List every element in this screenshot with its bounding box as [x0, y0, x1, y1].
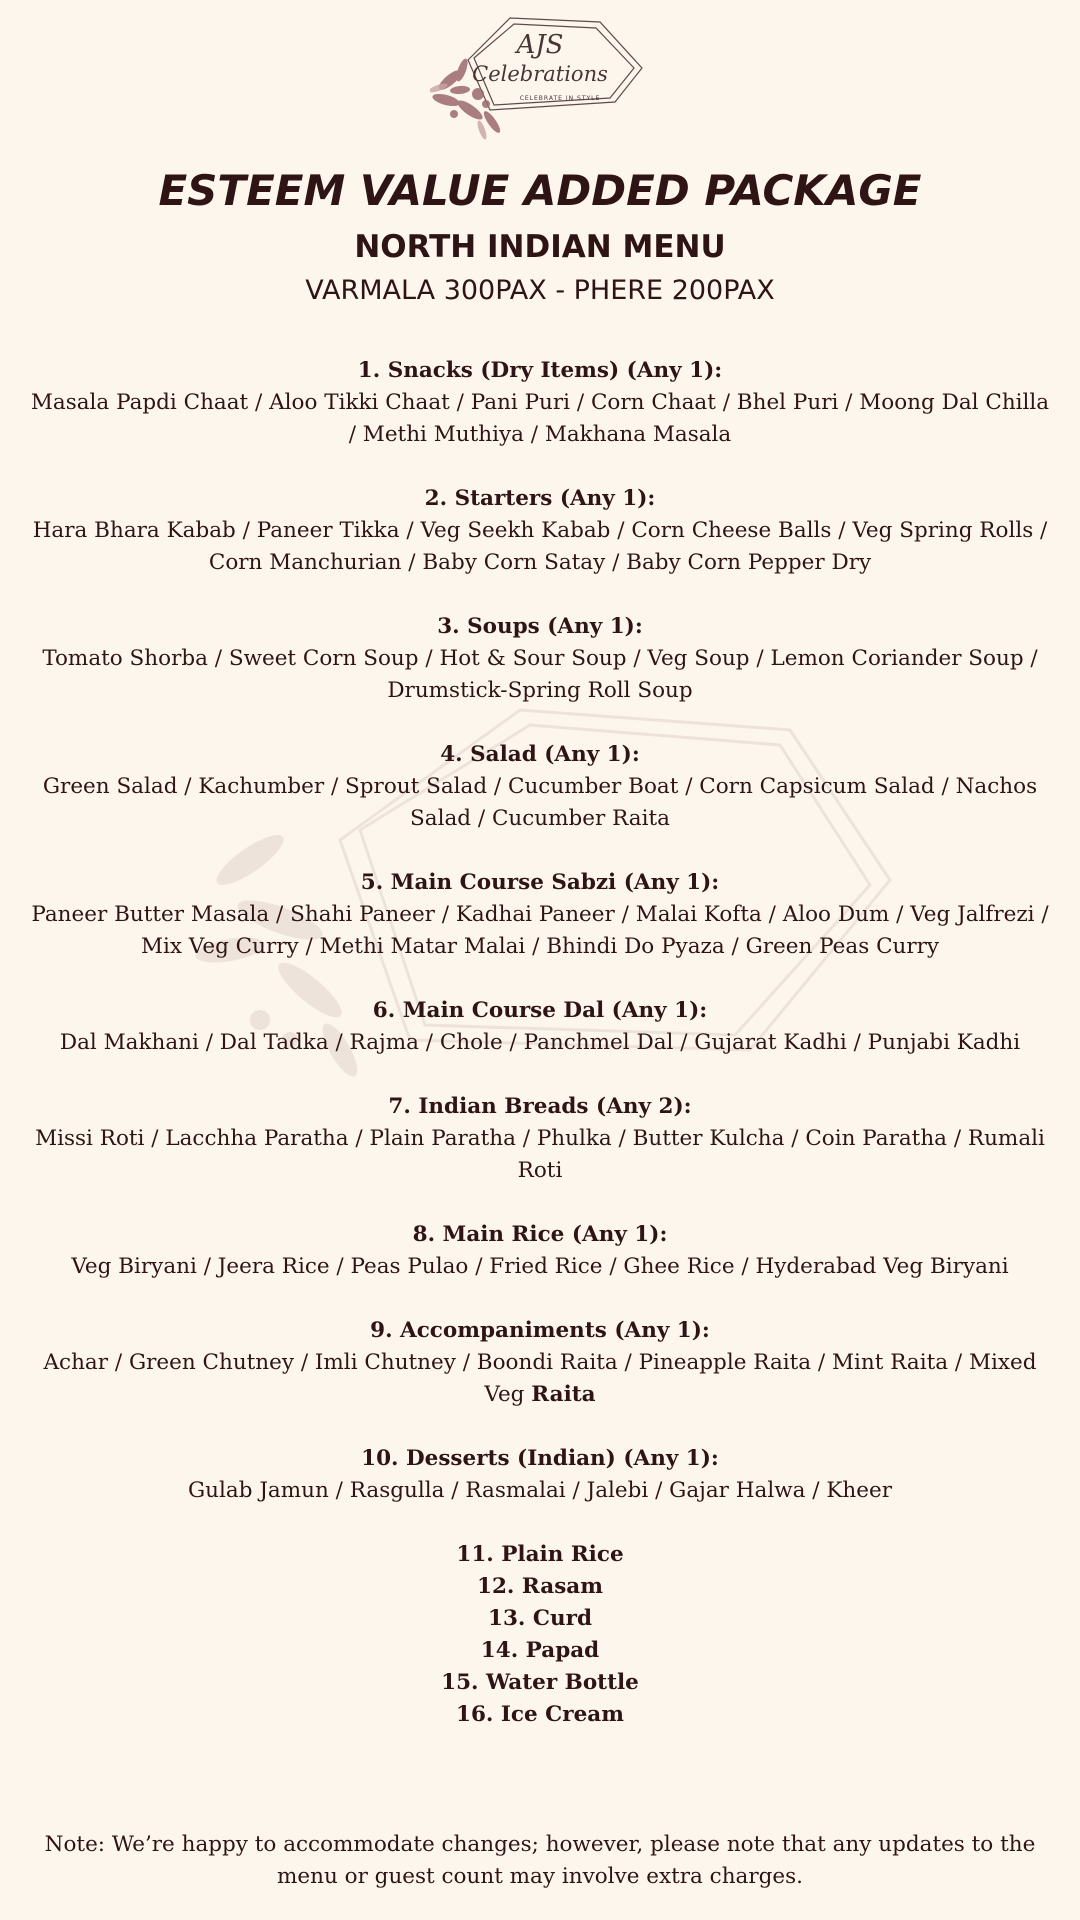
logo-text-initials: AJS [516, 30, 564, 60]
menu-list [20, 355, 1060, 1731]
section-title: 4. Salad (Any 1): [440, 742, 640, 767]
section-items: Green Salad / Kachumber / Sprout Salad / Cucumber Boat / Corn Capsicum Salad / Nachos Salad / Cucumber Raita [42, 774, 1038, 831]
menu-section-snacks [20, 355, 1060, 451]
section-title: 2. Starters (Any 1): [424, 486, 656, 511]
section-title: 8. Main Rice (Any 1): [412, 1222, 668, 1247]
section-items: Gulab Jamun / Rasgulla / Rasmalai / Jalebi / Gajar Halwa / Kheer [188, 1478, 892, 1503]
section-items: Veg Biryani / Jeera Rice / Peas Pulao / Fried Rice / Ghee Rice / Hyderabad Veg Biryani [71, 1254, 1009, 1279]
logo-tagline: CELEBRATE IN STYLE [519, 95, 601, 102]
section-title: 1. Snacks (Dry Items) (Any 1): [357, 358, 723, 383]
section-title: 5. Main Course Sabzi (Any 1): [360, 870, 720, 895]
menu-section-soups [20, 611, 1060, 707]
section-title: 10. Desserts (Indian) (Any 1): [361, 1446, 719, 1471]
extra-item: 15. Water Bottle [441, 1670, 639, 1695]
menu-section-salad [20, 739, 1060, 835]
section-items [20, 1347, 1060, 1411]
menu-section-starters [20, 483, 1060, 579]
included-extras-list [20, 1539, 1060, 1731]
section-title: 7. Indian Breads (Any 2): [388, 1094, 692, 1119]
extra-item: 11. Plain Rice [456, 1542, 624, 1567]
section-items: Missi Roti / Lacchha Paratha / Plain Paratha / Phulka / Butter Kulcha / Coin Paratha / Rumali Roti [35, 1126, 1045, 1183]
logo-text-name: Celebrations [472, 62, 608, 86]
section-items: Paneer Butter Masala / Shahi Paneer / Kadhai Paneer / Malai Kofta / Aloo Dum / Veg Jalfrezi / Mix Veg Curry / Methi Matar Malai / Bhindi Do Pyaza / Green Peas Curry [31, 902, 1049, 959]
section-items: Masala Papdi Chaat / Aloo Tikki Chaat / Pani Puri / Corn Chaat / Bhel Puri / Moong Dal Chilla / Methi Muthiya / Makhana Masala [30, 390, 1050, 447]
package-title: ESTEEM VALUE ADDED PACKAGE [158, 166, 922, 215]
section-items: Dal Makhani / Dal Tadka / Rajma / Chole / Panchmel Dal / Gujarat Kadhi / Punjabi Kadhi [59, 1030, 1021, 1055]
section-title: 6. Main Course Dal (Any 1): [372, 998, 708, 1023]
extra-item: 14. Papad [480, 1638, 600, 1663]
section-items: Tomato Shorba / Sweet Corn Soup / Hot & Sour Soup / Veg Soup / Lemon Coriander Soup / Drumstick-Spring Roll Soup [42, 646, 1038, 703]
extra-item: 16. Ice Cream [455, 1702, 624, 1727]
section-title: 3. Soups (Any 1): [437, 614, 643, 639]
menu-section-accompaniments [20, 1315, 1060, 1411]
menu-section-breads [20, 1091, 1060, 1187]
section-items-text: Achar / Green Chutney / Imli Chutney / Boondi Raita / Pineapple Raita / Mint Raita / Mixed Veg [43, 1350, 1037, 1407]
menu-section-rice [20, 1219, 1060, 1283]
menu-section-main-dal [20, 995, 1060, 1059]
menu-subtitle: NORTH INDIAN MENU [354, 229, 726, 265]
section-items: Hara Bhara Kabab / Paneer Tikka / Veg Seekh Kabab / Corn Cheese Balls / Veg Spring Rolls / Corn Manchurian / Baby Corn Satay / Baby Corn Pepper Dry [32, 518, 1048, 575]
menu-section-desserts [20, 1443, 1060, 1507]
footer-note: Note: We’re happy to accommodate changes; however, please note that any updates to the menu or guest count may involve extra charges. [44, 1832, 1036, 1889]
section-title: 9. Accompaniments (Any 1): [370, 1318, 710, 1343]
brand-logo [430, 10, 650, 145]
extra-item: 12. Rasam [477, 1574, 603, 1599]
guest-count: VARMALA 300PAX - PHERE 200PAX [305, 275, 775, 306]
extra-item: 13. Curd [488, 1606, 592, 1631]
section-items-bold-text: Raita [531, 1382, 596, 1407]
menu-section-main-sabzi [20, 867, 1060, 963]
